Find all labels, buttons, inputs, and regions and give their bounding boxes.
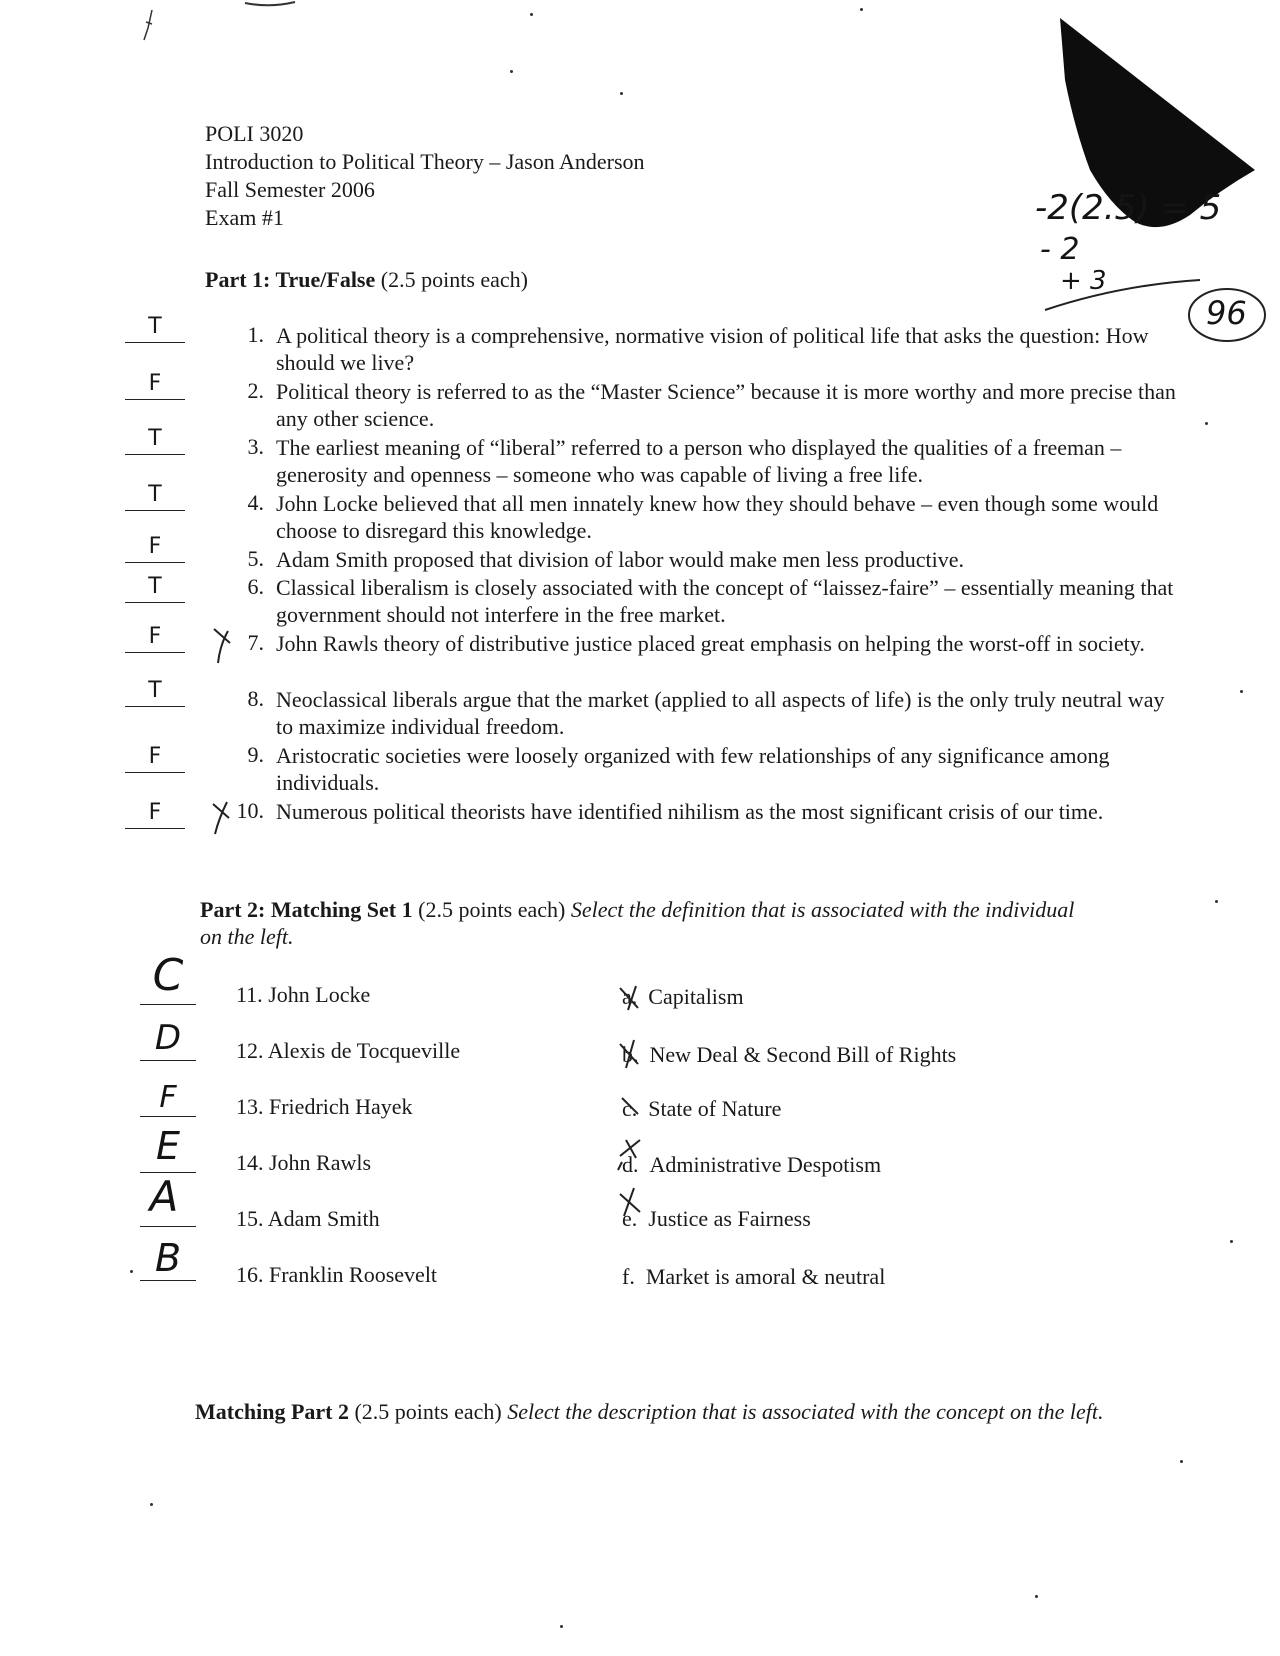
speck — [1215, 900, 1218, 903]
question-7 — [220, 630, 1180, 686]
match-answer-12: D — [154, 1018, 182, 1058]
match-item-11 — [236, 982, 370, 1008]
part1-title: Part 1: True/False — [205, 267, 376, 292]
part3-title: Matching Part 2 — [195, 1399, 349, 1424]
grading-plus: + 3 — [1060, 266, 1107, 296]
option-text: Administrative Despotism — [649, 1152, 882, 1177]
option-letter: e. — [622, 1206, 638, 1231]
match-answer-13: F — [159, 1080, 177, 1115]
question-number: 10. — [236, 798, 264, 823]
speck — [1180, 1460, 1183, 1463]
part2-title: Part 2: Matching Set 1 — [200, 897, 413, 922]
speck — [150, 1503, 153, 1506]
match-item-16 — [236, 1262, 437, 1288]
part2-points: (2.5 points each) — [412, 897, 571, 922]
match-number: 12. — [236, 1038, 264, 1063]
semester: Fall Semester 2006 — [205, 177, 375, 202]
part3-heading — [195, 1398, 1155, 1425]
answer-3: T — [148, 426, 162, 451]
course-title: Introduction to Political Theory – Jason Anderson — [205, 149, 645, 174]
speck — [530, 13, 533, 16]
wrong-mark-10 — [205, 796, 235, 838]
match-answer-15: A — [149, 1172, 179, 1221]
option-text: Justice as Fairness — [648, 1206, 811, 1231]
answer-7: F — [148, 624, 162, 649]
question-number: 5. — [247, 546, 264, 571]
match-item-14 — [236, 1150, 371, 1176]
question-text: Neoclassical liberals argue that the market (applied to all aspects of life) is the only truly neutral way to maximize individual freedom. — [276, 687, 1165, 739]
answer-8: T — [148, 678, 162, 703]
option-text: Market is amoral & neutral — [645, 1264, 886, 1289]
question-number: 9. — [247, 742, 264, 767]
match-item-15 — [236, 1206, 380, 1232]
answer-5: F — [148, 534, 162, 559]
option-strike-marks — [616, 980, 646, 1220]
grading-deduction: -2(2.5) = 5 — [1035, 188, 1222, 228]
question-3 — [220, 434, 1180, 490]
question-number: 4. — [247, 490, 264, 515]
question-10 — [220, 798, 1180, 854]
stray-mark-top — [240, 0, 300, 10]
part1-heading — [205, 266, 528, 293]
stray-mark — [140, 8, 160, 44]
answer-4: T — [148, 482, 162, 507]
question-text: Aristocratic societies were loosely organized with few relationships of any significance among individuals. — [276, 743, 1110, 795]
match-name: John Locke — [268, 982, 371, 1007]
exam-number: Exam #1 — [205, 205, 284, 230]
question-number: 1. — [247, 322, 264, 347]
match-name: John Rawls — [269, 1150, 372, 1175]
match-name: Friedrich Hayek — [269, 1094, 413, 1119]
question-5 — [220, 546, 1180, 574]
match-item-12 — [236, 1038, 460, 1064]
score: 96 — [1206, 294, 1247, 332]
option-letter: b. — [622, 1042, 639, 1067]
speck — [860, 8, 863, 11]
question-text: Political theory is referred to as the “Master Science” because it is more worthy and more precise than any other science. — [276, 379, 1176, 431]
question-text: The earliest meaning of “liberal” referred to a person who displayed the qualities of a freeman – generosity and openness – someone who was capable of living a free life. — [276, 435, 1122, 487]
part2-instructions: Select the definition that is associated with the individual on the left. — [200, 897, 1075, 949]
question-number: 3. — [247, 434, 264, 459]
answer-10: F — [148, 800, 162, 825]
match-answer-14: E — [155, 1124, 180, 1168]
match-name: Adam Smith — [267, 1206, 380, 1231]
option-letter: c. — [622, 1096, 638, 1121]
answer-2: F — [148, 371, 162, 396]
part3-points: (2.5 points each) — [348, 1399, 508, 1424]
answer-9: F — [148, 744, 162, 769]
speck — [1035, 1595, 1038, 1598]
speck — [1240, 690, 1243, 693]
question-4 — [220, 490, 1180, 546]
question-6 — [220, 574, 1180, 630]
match-item-13 — [236, 1094, 413, 1120]
course-code: POLI 3020 — [205, 121, 304, 146]
question-text: Classical liberalism is closely associated with the concept of “laissez-faire” – essentially meaning that government should not interfere in the free market. — [276, 575, 1174, 627]
match-number: 16. — [236, 1262, 264, 1287]
match-number: 15. — [236, 1206, 264, 1231]
question-text: Adam Smith proposed that division of labor would make men less productive. — [276, 547, 965, 572]
question-8 — [220, 686, 1180, 742]
question-number: 7. — [247, 630, 264, 655]
question-2 — [220, 378, 1180, 434]
option-letter: a. — [622, 984, 638, 1009]
answer-1: T — [148, 314, 162, 339]
question-number: 8. — [247, 686, 264, 711]
speck — [1205, 422, 1208, 425]
option-text: New Deal & Second Bill of Rights — [649, 1042, 957, 1067]
match-number: 14. — [236, 1150, 264, 1175]
match-option-f — [622, 1264, 885, 1290]
question-text: John Rawls theory of distributive justice placed great emphasis on helping the worst-off in society. — [276, 631, 1145, 656]
match-answer-11: C — [152, 950, 184, 1001]
speck — [1230, 1240, 1233, 1243]
part1-points: (2.5 points each) — [375, 267, 528, 292]
question-number: 2. — [247, 378, 264, 403]
question-1 — [220, 322, 1180, 378]
wrong-mark-7 — [210, 625, 236, 667]
match-name: Alexis de Tocqueville — [267, 1038, 461, 1063]
answer-6: T — [148, 574, 162, 599]
match-option-b — [622, 1042, 956, 1068]
speck — [510, 70, 513, 73]
option-text: Capitalism — [648, 984, 744, 1009]
option-letter: d. — [622, 1152, 639, 1177]
question-number: 6. — [247, 574, 264, 599]
match-option-e — [622, 1206, 811, 1232]
part3-instructions: Select the description that is associated with the concept on the left. — [507, 1399, 1104, 1424]
option-text: State of Nature — [648, 1096, 782, 1121]
option-letter: f. — [622, 1264, 635, 1289]
match-name: Franklin Roosevelt — [269, 1262, 438, 1287]
question-text: A political theory is a comprehensive, normative vision of political life that asks the question: How should we live? — [276, 323, 1149, 375]
match-number: 13. — [236, 1094, 264, 1119]
question-text: John Locke believed that all men innately knew how they should behave – even though some would choose to disregard this knowledge. — [276, 491, 1159, 543]
match-answer-16: B — [154, 1236, 182, 1280]
question-9 — [220, 742, 1180, 798]
match-number: 11. — [236, 982, 263, 1007]
match-option-d — [622, 1152, 881, 1178]
speck — [560, 1625, 563, 1628]
speck — [130, 1270, 133, 1273]
question-text: Numerous political theorists have identified nihilism as the most significant crisis of our time. — [276, 799, 1104, 824]
speck — [620, 92, 623, 95]
part2-heading — [200, 896, 1100, 950]
grading-minus: - 2 — [1040, 232, 1080, 267]
